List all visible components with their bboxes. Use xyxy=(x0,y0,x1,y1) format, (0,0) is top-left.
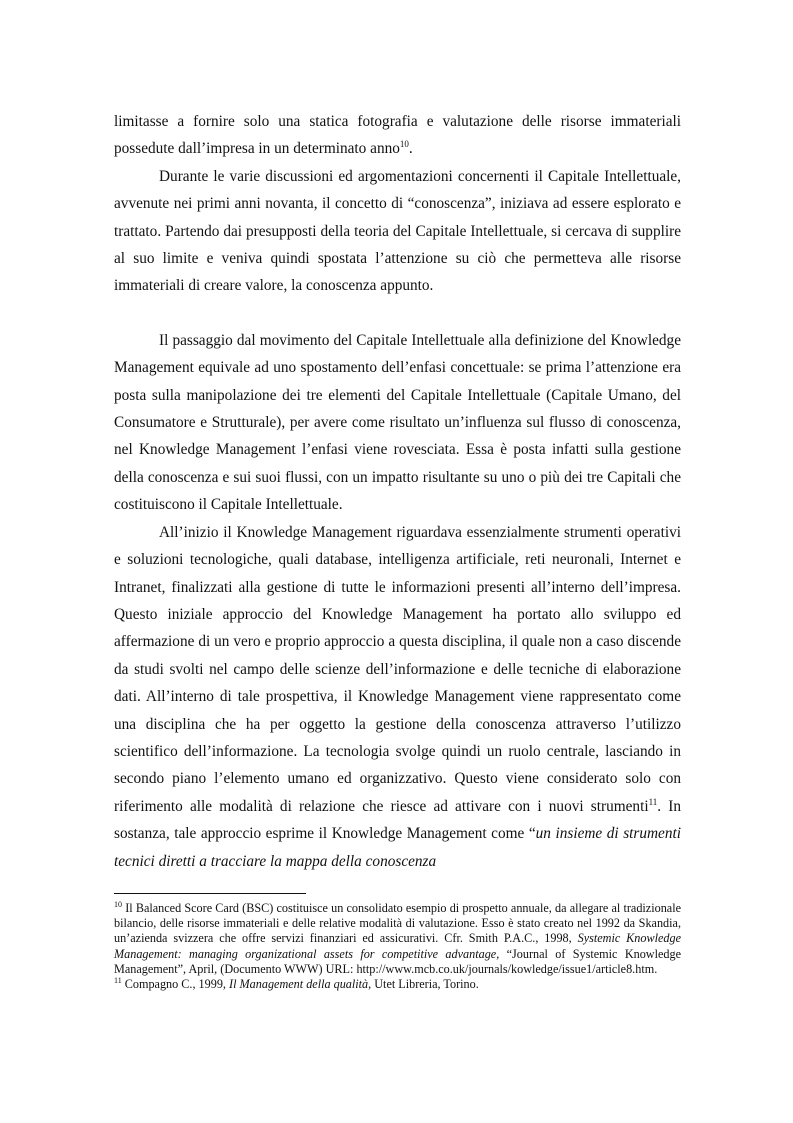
footnote-11 xyxy=(114,977,681,992)
footnote-10-text-b: , “Journal of Systemic Knowledge Management”, April, (Documento WWW) URL: http://www.mcb.co.uk/journals/kowledge/issue1/article8.htm. xyxy=(114,946,681,976)
footnote-ref-11[interactable]: 11 xyxy=(648,796,658,807)
paragraph-3: Il passaggio dal movimento del Capitale Intellettuale alla definizione del Knowledge Management equivale ad uno spostamento dell’enfasi concettuale: se prima l’attenzione era posta sulla manipolazione dei tre elementi del Capitale Intellettuale (Capitale Umano, del Consumatore e Strutturale), per avere come risultato un’influenza sul flusso di conoscenza, nel Knowledge Management l’enfasi viene rovesciata. Essa è posta infatti sulla gestione della conoscenza e sui suoi flussi, con un impatto risultante su uno o più dei tre Capitali che costituiscono il Capitale Intellettuale. xyxy=(114,331,681,514)
footnote-separator xyxy=(114,893,306,894)
footnote-10-text-a: Il Balanced Score Card (BSC) costituisce un consolidato esempio di prospetto annuale, da allegare al tradizionale bilancio, delle risorse immateriali e delle relative modalità di valutazione. Esso è stato creato nel 1992 da Skandia, un’azienda svizzera che offre servizi finanziari ed assicurativi. Cfr. Smith P.A.C., 1998, xyxy=(114,901,681,946)
paragraph-4-italic: un insieme di strumenti tecnici diretti a tracciare la mappa della conoscenza xyxy=(114,825,681,870)
footnote-11-italic: Il Management della qualità xyxy=(229,977,369,992)
paragraph-4-text: All’inizio il Knowledge Management riguardava essenzialmente strumenti operativi e soluzioni tecnologiche, quali database, intelligenza artificiale, reti neuronali, Internet e Intranet, finalizzati alla gestione di tutte le informazioni presenti all’interno dell’impresa. Questo iniziale approccio del Knowledge Management ha portato allo sviluppo ed affermazione di un vero e proprio approccio a questa disciplina, il quale non a caso discende da studi svolti nel campo delle scienze dell’informazione e delle tecniche di elaborazione dati. All’interno di tale prospettiva, il Knowledge Management viene rappresentato come una disciplina che ha per oggetto la gestione della conoscenza attraverso l’utilizzo scientifico dell’informazione. La tecnologia svolge quindi un ruolo centrale, lasciando in secondo piano l’elemento umano ed organizzativo. Questo viene considerato solo con riferimento alle modalità di relazione che riesce ad attivare con i nuovi strumenti xyxy=(114,523,681,815)
paragraph-4-after: . In sostanza, tale approccio esprime il Knowledge Management come “ xyxy=(114,797,681,843)
footnote-11-text-a: Compagno C., 1999, xyxy=(121,977,230,992)
footnote-10-italic: Systemic Knowledge Management: managing organizational assets for competitive advantage xyxy=(114,931,681,961)
footnote-ref-10[interactable]: 10 xyxy=(399,139,409,150)
paragraph-4 xyxy=(114,519,681,875)
paragraph-1 xyxy=(114,108,681,163)
main-text xyxy=(114,108,681,875)
paragraph-1-text: limitasse a fornire solo una statica fotografia e valutazione delle risorse immateriali possedute dall’impresa in un determinato anno xyxy=(114,113,681,158)
footnotes xyxy=(114,901,681,992)
paragraph-gap xyxy=(114,300,681,327)
footnote-10 xyxy=(114,901,681,977)
footnote-11-text-b: , Utet Libreria, Torino. xyxy=(368,977,479,992)
footnote-11-number: 11 xyxy=(114,976,122,986)
paragraph-1-end: . xyxy=(408,140,413,158)
footnote-10-number: 10 xyxy=(114,900,122,909)
paragraph-2: Durante le varie discussioni ed argomentazioni concernenti il Capitale Intellettuale, avvenute nei primi anni novanta, il concetto di “conoscenza”, iniziava ad essere esplorato e trattato. Partendo dai presupposti della teoria del Capitale Intellettuale, si cercava di supplire al suo limite e veniva quindi spostata l’attenzione su ciò che permetteva alle risorse immateriali di creare valore, la conoscenza appunto. xyxy=(114,167,681,295)
